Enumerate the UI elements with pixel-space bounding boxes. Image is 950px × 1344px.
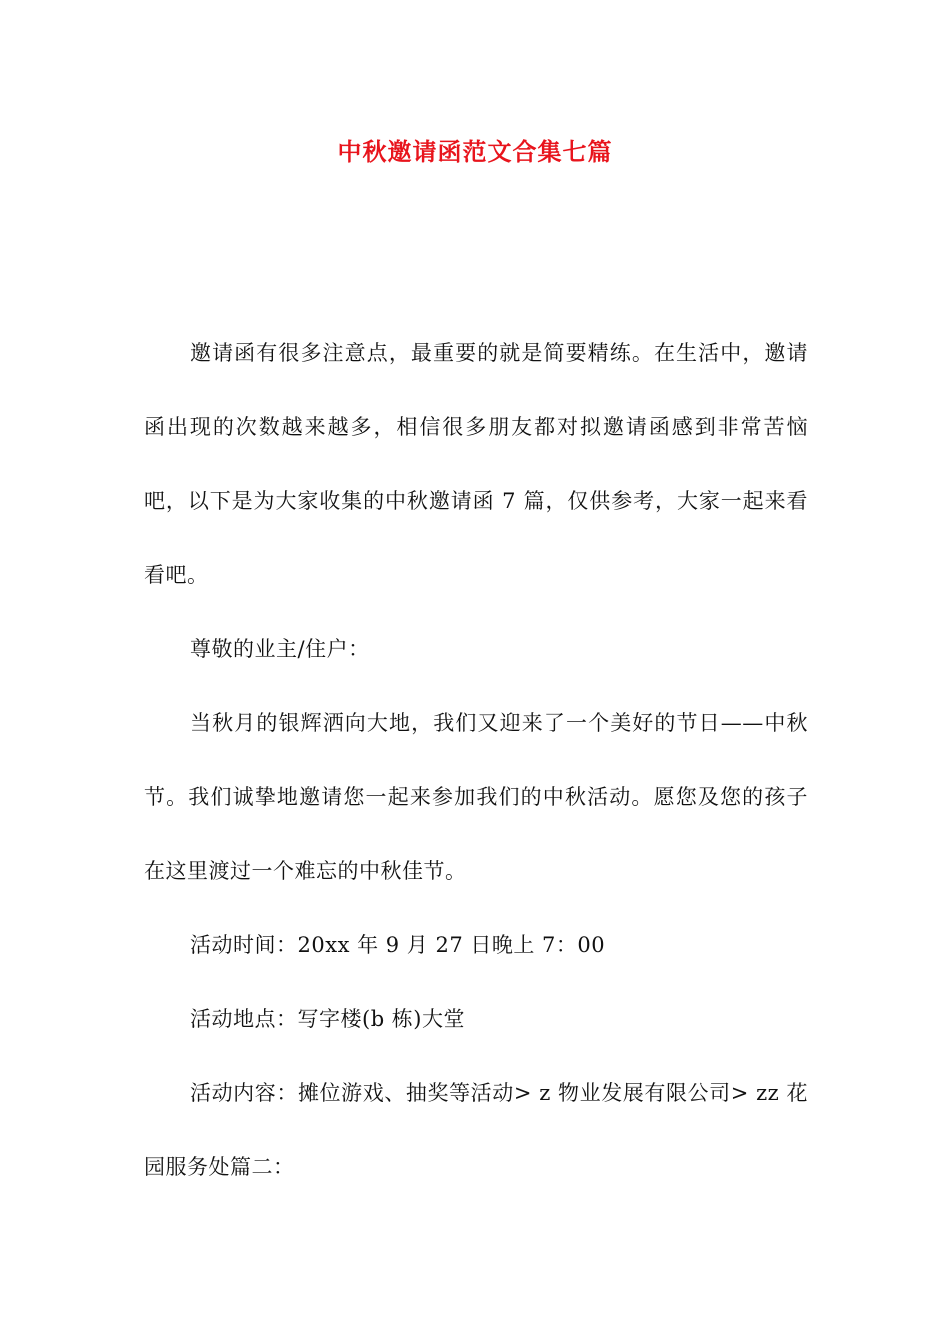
salutation: 尊敬的业主/住户： bbox=[190, 637, 370, 661]
invitation-paragraph: 当秋月的银辉洒向大地，我们又迎来了一个美好的节日——中秋节。我们诚挚地邀请您一起来参加我们的中秋活动。愿您及您的孩子在这里渡过一个难忘的中秋佳节。 bbox=[144, 711, 808, 883]
document-title: 中秋邀请函范文合集七篇 bbox=[337, 138, 613, 166]
event-content: 活动内容：摊位游戏、抽奖等活动> z 物业发展有限公司> zz 花园服务处篇二： bbox=[144, 1081, 808, 1179]
document-body bbox=[144, 316, 808, 1204]
event-time: 活动时间：20xx 年 9 月 27 日晚上 7：00 bbox=[190, 933, 606, 957]
intro-paragraph: 邀请函有很多注意点，最重要的就是简要精练。在生活中，邀请函出现的次数越来越多，相信很多朋友都对拟邀请函感到非常苦恼吧，以下是为大家收集的中秋邀请函 7 篇，仅供参考，大家一起来看看吧。 bbox=[144, 341, 808, 587]
event-location: 活动地点：写字楼(b 栋)大堂 bbox=[190, 1007, 466, 1031]
